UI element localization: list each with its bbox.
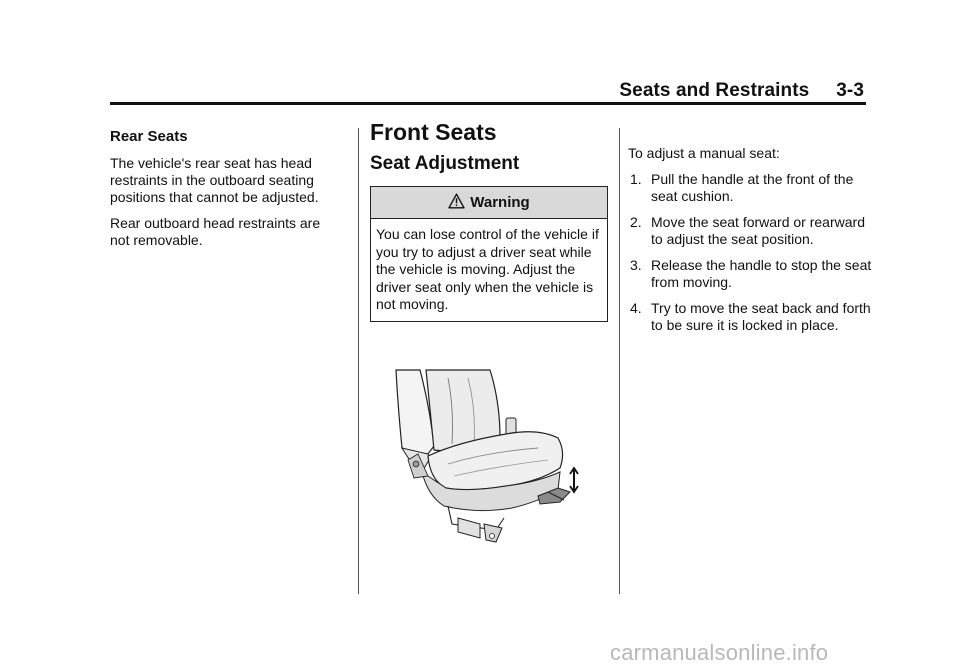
step-number: 1. [630,171,642,187]
warning-header [371,187,607,219]
step-text: Release the handle to stop the seat from moving. [651,257,872,290]
watermark-text: carmanualsonline.info [610,640,829,665]
step-text: Move the seat forward or rearward to adjust the seat position. [651,214,865,247]
warning-box [370,186,608,322]
list-item [628,171,878,205]
rear-seats-section [110,128,338,258]
manual-seat-steps [628,171,878,334]
step-number: 3. [630,257,642,273]
column-divider-right [619,128,620,594]
rear-seats-paragraph-2: Rear outboard head restraints are not removable. [110,215,321,248]
seat-adjustment-heading: Seat Adjustment [370,153,520,174]
manual-seat-intro: To adjust a manual seat: [628,145,780,161]
column-divider-left [358,128,359,594]
step-text: Try to move the seat back and forth to be sure it is locked in place. [651,300,871,333]
warning-triangle-icon [448,193,465,213]
page-header-title: Seats and Restraints 3-3 [619,80,864,101]
manual-seat-section [628,145,878,343]
step-text: Pull the handle at the front of the seat cushion. [651,171,854,204]
list-item [628,300,878,334]
list-item [628,214,878,248]
front-seats-section [370,119,610,322]
step-number: 2. [630,214,642,230]
list-item [628,257,878,291]
front-seats-heading: Front Seats [370,119,497,145]
rear-seats-paragraph-1: The vehicle's rear seat has head restraints in the outboard seating positions that cannot be adjusted. [110,155,319,205]
warning-title: Warning [470,194,530,211]
rear-seats-heading: Rear Seats [110,128,188,145]
seat-adjustment-illustration [388,368,592,544]
header-rule [110,102,866,105]
warning-body: You can lose control of the vehicle if you try to adjust a driver seat while the vehicle is moving. Adjust the driver seat only when the vehicle is not moving. [376,226,599,312]
step-number: 4. [630,300,642,316]
